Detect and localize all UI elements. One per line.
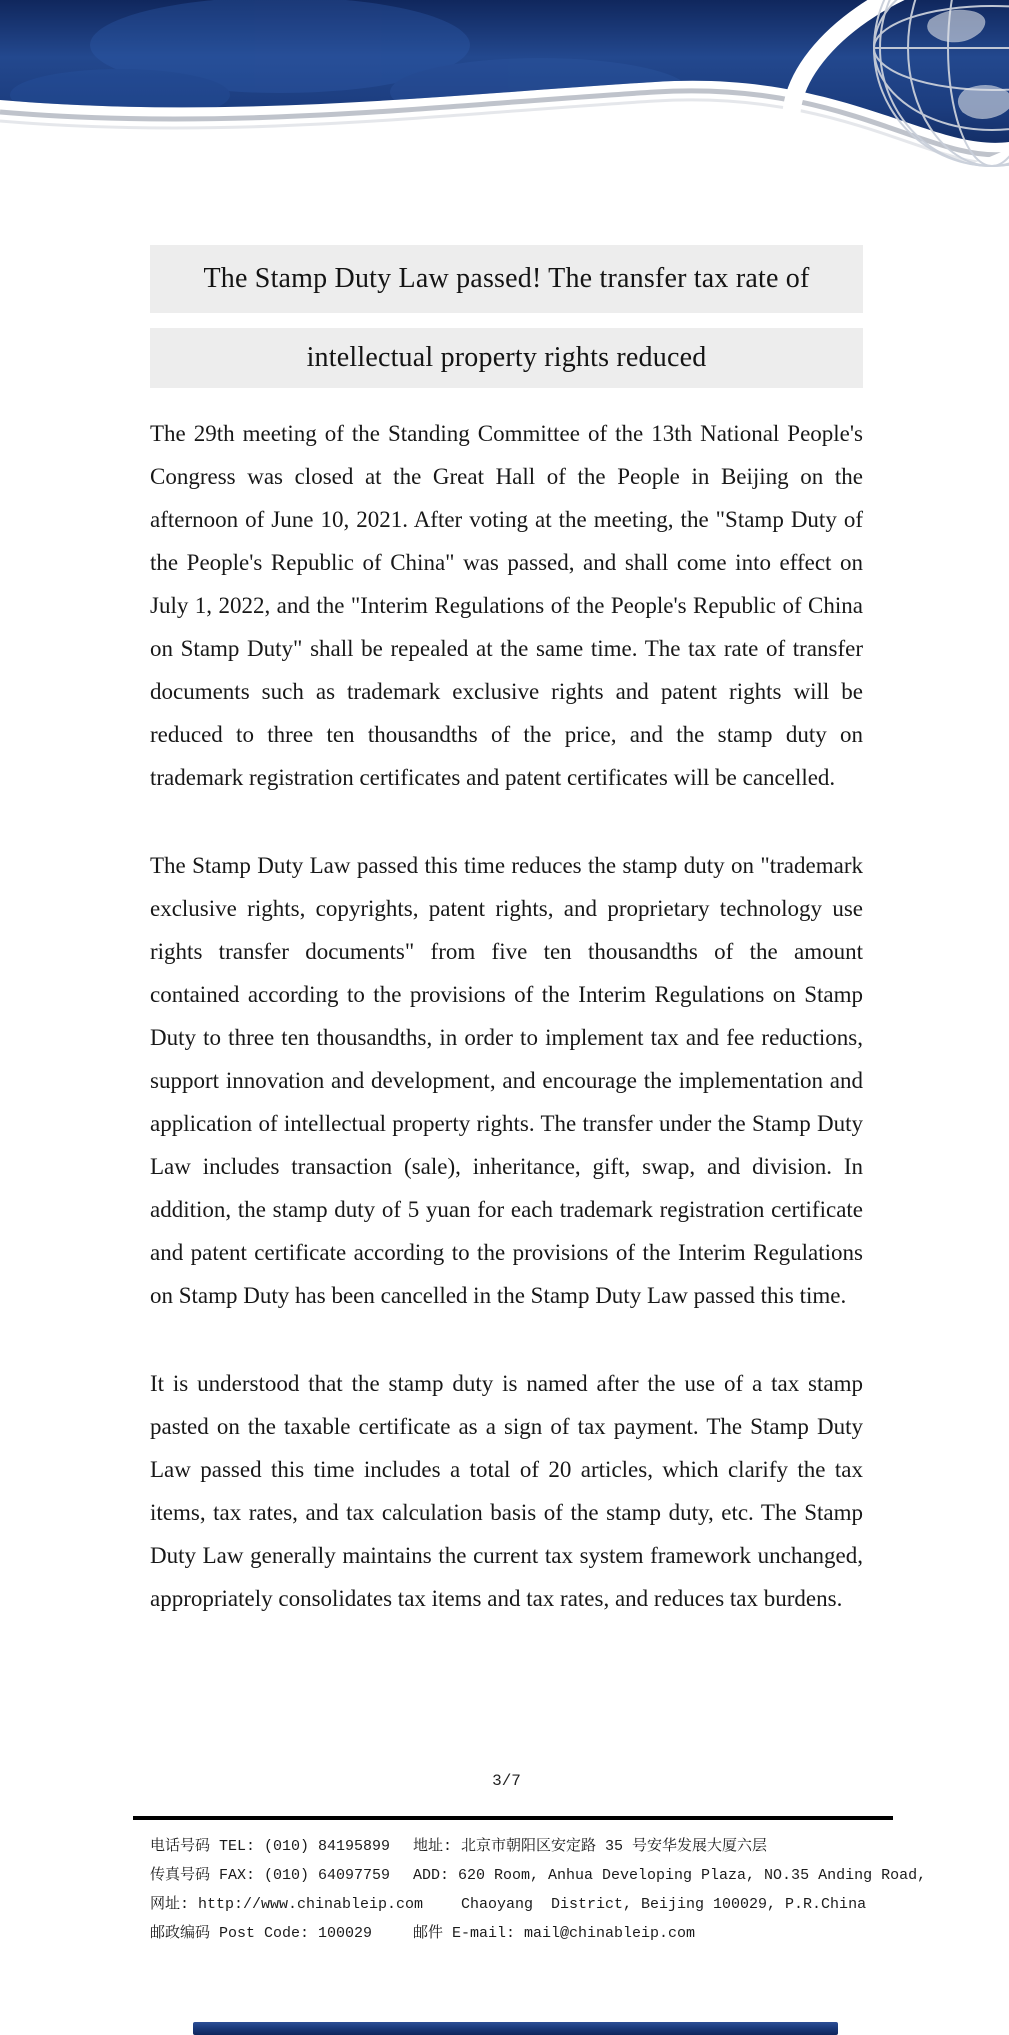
footer-postcode: 邮政编码 Post Code: 100029 bbox=[150, 1925, 373, 1942]
page-title-text-1: The Stamp Duty Law passed! The transfer tax rate of bbox=[203, 263, 810, 294]
footer-divider bbox=[133, 1816, 893, 1820]
page-number: 3/7 bbox=[492, 1772, 521, 1790]
footer-fax: 传真号码 FAX: (010) 64097759 bbox=[150, 1867, 391, 1884]
page-title-line1 bbox=[150, 245, 863, 313]
bottom-accent-bar bbox=[193, 2022, 838, 2035]
footer-website-link[interactable]: 网址: http://www.chinableip.com bbox=[150, 1896, 424, 1913]
footer-right-column bbox=[413, 1832, 926, 1948]
wave-globe-graphic bbox=[0, 0, 1009, 200]
paragraph-3: It is understood that the stamp duty is named after the use of a tax stamp pasted on the taxable certificate as a sign of tax payment. The Stamp Duty Law passed this time includes a total of 20 articles, which clarify the tax items, tax rates, and tax calculation basis of the stamp duty, etc. The Stamp Duty Law generally maintains the current tax system framework unchanged, appropriately consolidates tax items and tax rates, and reduces tax burdens. bbox=[150, 1371, 863, 1611]
wave-shadow-line-2 bbox=[0, 100, 1009, 164]
footer-address-en-2: Chaoyang District, Beijing 100029, P.R.China bbox=[461, 1896, 867, 1913]
footer-address-cn: 地址: 北京市朝阳区安定路 35 号安华发展大厦六层 bbox=[413, 1838, 768, 1855]
footer-email-link[interactable]: 邮件 E-mail: mail@chinableip.com bbox=[413, 1925, 696, 1942]
article-body bbox=[150, 412, 863, 1620]
footer-contact-block bbox=[150, 1832, 927, 1948]
footer-address-en-1: ADD: 620 Room, Anhua Developing Plaza, NO.35 Anding Road, bbox=[413, 1867, 927, 1884]
page-title-text-2: intellectual property rights reduced bbox=[306, 342, 707, 373]
footer-left-column bbox=[150, 1832, 424, 1948]
footer-tel: 电话号码 TEL: (010) 84195899 bbox=[150, 1838, 391, 1855]
paragraph-1: The 29th meeting of the Standing Committee of the 13th National People's Congress was closed at the Great Hall of the People in Beijing on the afternoon of June 10, 2021. After voting at the meeting, the "Stamp Duty of the People's Republic of China" was passed, and shall come into effect on July 1, 2022, and the "Interim Regulations of the People's Republic of China on Stamp Duty" shall be repealed at the same time. The tax rate of transfer documents such as trademark exclusive rights and patent rights will be reduced to three ten thousandths of the price, and the stamp duty on trademark registration certificates and patent certificates will be cancelled. bbox=[150, 421, 863, 790]
paragraph-2: The Stamp Duty Law passed this time reduces the stamp duty on "trademark exclusive rights, copyrights, patent rights, and proprietary technology use rights transfer documents" from five ten thousandths of the amount contained according to the provisions of the Interim Regulations on Stamp Duty to three ten thousandths, in order to implement tax and fee reductions, support innovation and development, and encourage the implementation and application of intellectual property rights. The transfer under the Stamp Duty Law includes transaction (sale), inheritance, gift, swap, and division. In addition, the stamp duty of 5 yuan for each trademark registration certificate and patent certificate according to the provisions of the Interim Regulations on Stamp Duty has been cancelled in the Stamp Duty Law passed this time. bbox=[150, 853, 863, 1308]
header-banner bbox=[0, 0, 1009, 200]
page-title-line2 bbox=[150, 328, 863, 388]
